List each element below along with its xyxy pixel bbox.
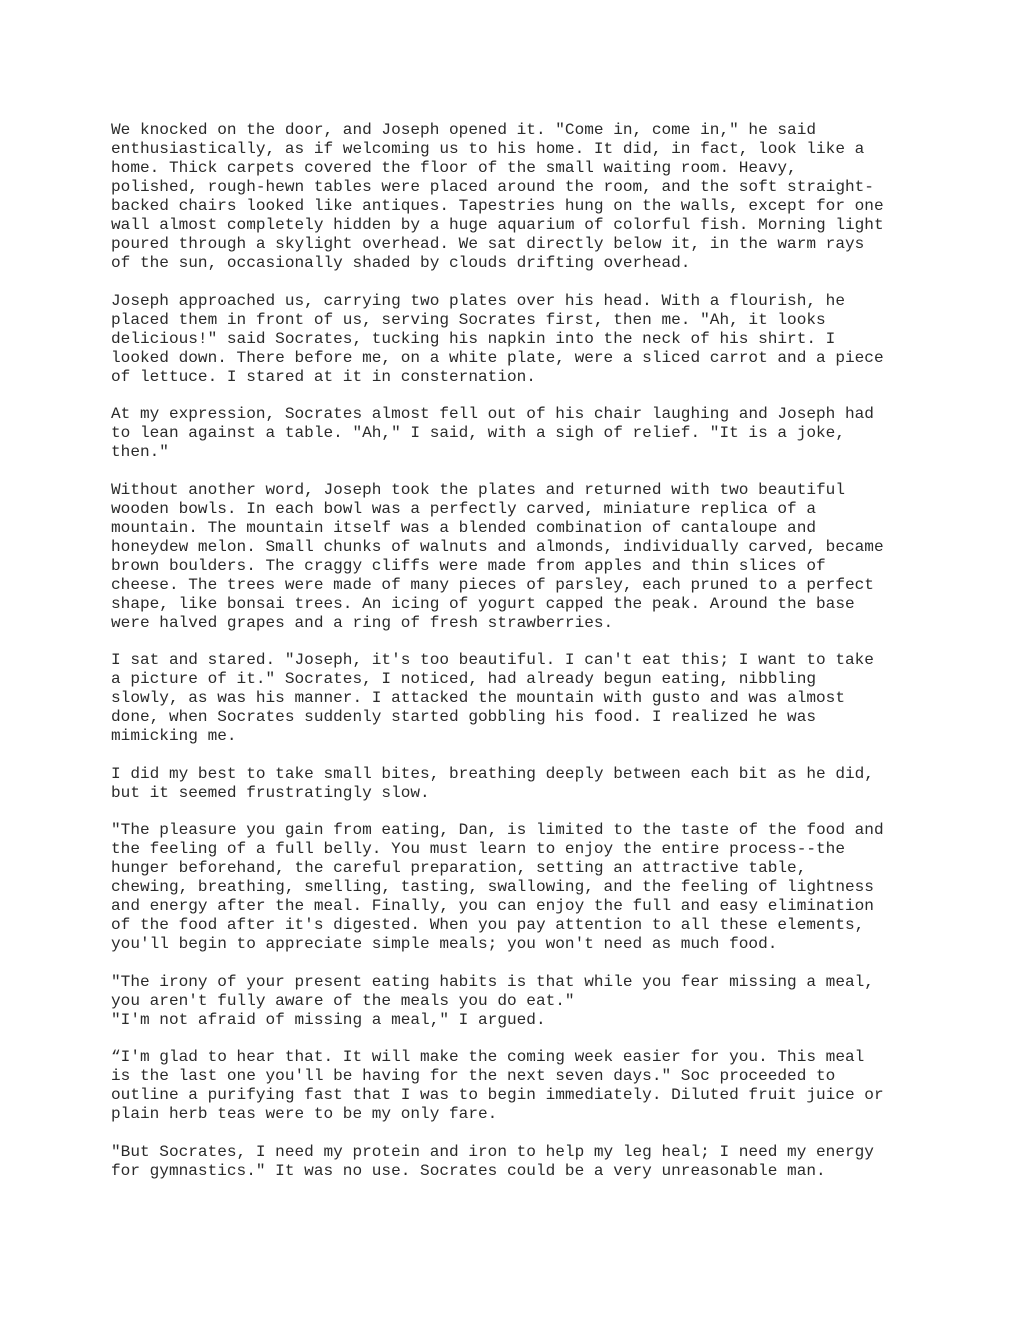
paragraph-2: Joseph approached us, carrying two plates over his head. With a flourish, he placed them in front of us, serving Socrates first, then me. "Ah, it looks delicious!" said Socrates, tucking his napkin into the neck of his shirt. I looked down. There before me, on a white plate, were a sliced carrot and a piece of lettuce. I stared at it in consternation. <box>111 291 884 386</box>
paragraph-gap <box>111 1030 931 1049</box>
paragraph-8: "The irony of your present eating habits is that while you fear missing a meal, you aren't fully aware of the meals you do eat." "I'm not afraid of missing a meal," I argued. <box>111 972 874 1029</box>
paragraph-5: I sat and stared. "Joseph, it's too beautiful. I can't eat this; I want to take a picture of it." Socrates, I noticed, had already begun eating, nibbling slowly, as was his manner. I attacked the mountain with gusto and was almost done, when Socrates suddenly started gobbling his food. I realized he was mimicking me. <box>111 651 874 745</box>
paragraph-gap <box>111 387 931 406</box>
paragraph-7: "The pleasure you gain from eating, Dan, is limited to the taste of the food and the feeling of a full belly. You must learn to enjoy the entire process--the hunger beforehand, the careful preparation, setting an attractive table, chewing, breathing, smelling, tasting, swallowing, and the feeling of lightness and energy after the meal. Finally, you can enjoy the full and easy elimination of the food after it's digested. When you pay attention to all these elements, you'll begin to appreciate simple meals; you won't need as much food. <box>111 821 884 953</box>
paragraph-gap <box>111 633 931 652</box>
paragraph-10: "But Socrates, I need my protein and iron to help my leg heal; I need my energy for gymnastics." It was no use. Socrates could be a very unreasonable man. <box>111 1142 874 1180</box>
paragraph-3: At my expression, Socrates almost fell out of his chair laughing and Joseph had to lean against a table. "Ah," I said, with a sigh of relief. "It is a joke, then." <box>111 405 874 461</box>
paragraph-gap <box>111 803 931 822</box>
paragraph-gap <box>111 954 931 973</box>
paragraph-4: Without another word, Joseph took the plates and returned with two beautiful wooden bowls. In each bowl was a perfectly carved, miniature replica of a mountain. The mountain itself was a blended combination of cantaloupe and honeydew melon. Small chunks of walnuts and almonds, individually carved, became brown boulders. The craggy cliffs were made from apples and thin slices of cheese. The trees were made of many pieces of parsley, each pruned to a perfect shape, like bonsai trees. An icing of yogurt capped the peak. Around the base were halved grapes and a ring of fresh strawberries. <box>111 480 884 632</box>
paragraph-1: We knocked on the door, and Joseph opened it. "Come in, come in," he said enthusiastically, as if welcoming us to his home. It did, in fact, look like a home. Thick carpets covered the floor of the small waiting room. Heavy, polished, rough-hewn tables were placed around the room, and the soft straight- backed chairs looked like antiques. Tapestries hung on the walls, except for one wall almost completely hidden by a huge aquarium of colorful fish. Morning light poured through a skylight overhead. We sat directly below it, in the warm rays of the sun, occasionally shaded by clouds drifting overhead. <box>111 121 884 272</box>
paragraph-gap <box>111 462 931 481</box>
paragraph-6: I did my best to take small bites, breathing deeply between each bit as he did, but it seemed frustratingly slow. <box>111 764 874 802</box>
paragraph-gap <box>111 746 931 765</box>
document-page <box>111 121 931 1181</box>
paragraph-gap <box>111 1124 931 1143</box>
paragraph-9: “I'm glad to hear that. It will make the coming week easier for you. This meal is the last one you'll be having for the next seven days." Soc proceeded to outline a purifying fast that I was to begin immediately. Diluted fruit juice or plain herb teas were to be my only fare. <box>111 1048 884 1123</box>
paragraph-gap <box>111 273 931 292</box>
